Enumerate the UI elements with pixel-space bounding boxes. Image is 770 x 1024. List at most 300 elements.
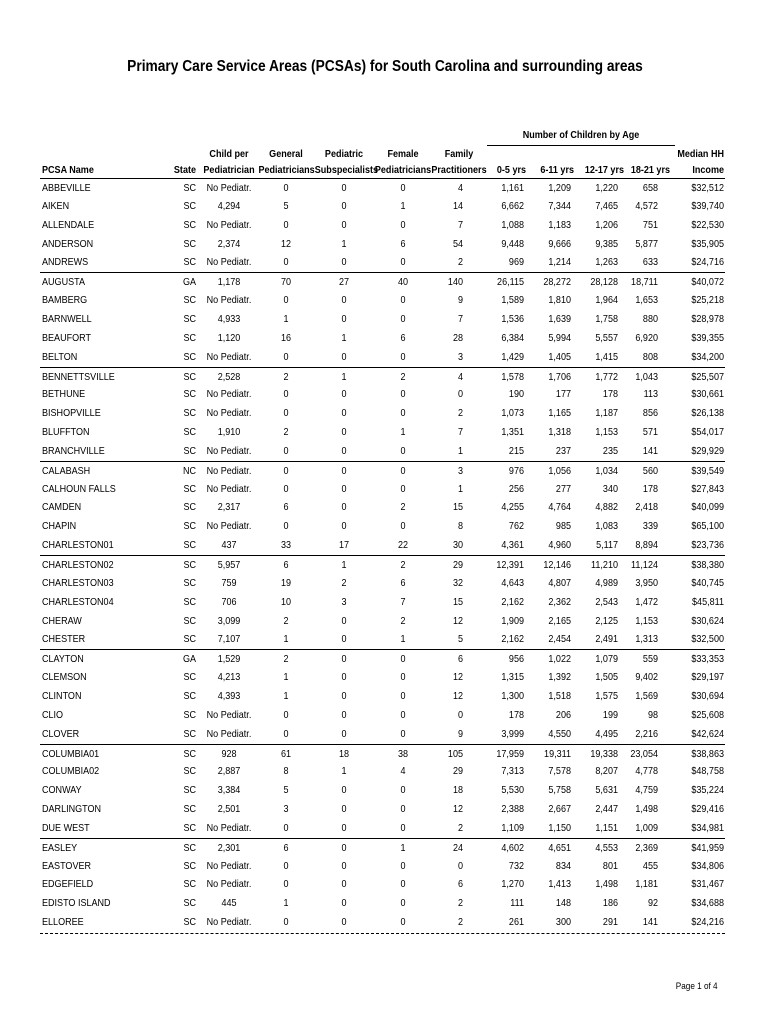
header-income-1: Median HH [677,148,724,160]
cell-general-pediatricians: 33 [280,539,292,552]
cell-median-income: $23,736 [691,539,724,552]
cell-pcsa-name: CHARLESTON01 [42,539,114,552]
cell-age-18-21: 113 [643,388,658,401]
cell-pcsa-name: AIKEN [42,199,70,212]
cell-state: SC [183,407,196,420]
cell-age-6-11: 2,667 [548,803,571,816]
cell-age-6-11: 1,639 [548,312,571,325]
cell-state: NC [182,464,196,477]
cell-family-practitioners: 1 [457,444,463,457]
cell-pediatric-subspecialists: 0 [341,841,347,854]
cell-age-0-5: 969 [508,256,524,269]
cell-age-6-11: 1,056 [548,464,571,477]
cell-age-0-5: 1,088 [501,218,524,231]
cell-age-0-5: 1,429 [501,350,524,363]
table-row [0,706,770,725]
cell-pediatric-subspecialists: 0 [341,444,347,457]
cell-age-18-21: 178 [642,482,658,495]
cell-pcsa-name: BLUFFTON [42,426,90,439]
cell-pcsa-name: CHARLESTON04 [42,595,114,608]
cell-child-per-pediatrician: 3,384 [217,784,241,797]
cell-age-18-21: 559 [642,653,658,666]
cell-female-pediatricians: 0 [400,312,406,325]
cell-age-18-21: 1,043 [635,370,658,383]
cell-pediatric-subspecialists: 0 [341,482,347,495]
cell-median-income: $22,530 [691,218,724,231]
cell-age-18-21: 5,877 [635,237,658,250]
cell-family-practitioners: 1 [457,482,463,495]
cell-age-12-17: 5,117 [596,539,618,552]
cell-general-pediatricians: 16 [280,331,292,344]
cell-median-income: $45,811 [692,595,724,608]
cell-age-6-11: 2,165 [548,614,571,627]
table-row [0,687,770,706]
cell-age-6-11: 277 [555,482,571,495]
cell-female-pediatricians: 0 [400,407,406,420]
cell-child-per-pediatrician: 4,933 [217,312,241,325]
cell-age-12-17: 1,263 [595,256,618,269]
cell-state: SC [183,897,196,910]
cell-female-pediatricians: 0 [400,708,406,721]
cell-general-pediatricians: 10 [280,595,292,608]
cell-family-practitioners: 7 [457,218,463,231]
cell-female-pediatricians: 7 [400,595,406,608]
cell-child-per-pediatrician: 928 [221,747,237,760]
cell-age-6-11: 1,405 [548,350,571,363]
cell-general-pediatricians: 0 [283,407,289,420]
cell-pediatric-subspecialists: 0 [341,803,347,816]
cell-age-0-5: 6,384 [501,331,524,344]
cell-child-per-pediatrician: 2,887 [217,765,241,778]
cell-family-practitioners: 29 [452,765,463,778]
cell-pcsa-name: CLEMSON [42,671,87,684]
table-row [0,574,770,593]
cell-family-practitioners: 3 [457,464,463,477]
cell-female-pediatricians: 0 [400,294,406,307]
cell-general-pediatricians: 0 [283,464,289,477]
cell-age-12-17: 1,498 [595,878,618,891]
cell-family-practitioners: 30 [452,539,463,552]
cell-age-0-5: 17,959 [496,747,524,760]
cell-pediatric-subspecialists: 0 [341,199,347,212]
table-row [0,329,770,348]
cell-state: SC [183,859,196,872]
cell-pediatric-subspecialists: 17 [338,539,350,552]
cell-pcsa-name: CHARLESTON02 [42,559,114,571]
cell-pediatric-subspecialists: 0 [341,653,347,666]
cell-general-pediatricians: 2 [283,370,289,383]
cell-median-income: $27,843 [691,482,724,495]
cell-state: SC [183,312,196,325]
cell-age-18-21: 1,498 [635,803,658,816]
cell-child-per-pediatrician: 4,294 [217,199,241,212]
cell-child-per-pediatrician: 437 [221,539,237,552]
cell-female-pediatricians: 6 [400,237,406,250]
cell-pediatric-subspecialists: 1 [341,765,347,778]
cell-age-12-17: 1,758 [595,312,618,325]
cell-general-pediatricians: 1 [283,897,289,910]
cell-state: SC [183,841,196,854]
cell-age-6-11: 1,413 [548,878,571,891]
header-family-2: Practitioners [431,164,487,176]
table-row [40,838,725,858]
cell-age-0-5: 1,909 [501,614,524,627]
table-row [0,630,770,649]
cell-female-pediatricians: 0 [400,444,406,457]
cell-state: SC [183,633,196,646]
cell-pediatric-subspecialists: 0 [341,256,347,269]
header-pcsa-name: PCSA Name [42,164,94,176]
cell-state: SC [183,331,196,344]
cell-age-18-21: 4,778 [635,765,658,778]
cell-pcsa-name: ANDREWS [42,256,89,269]
cell-female-pediatricians: 0 [400,727,406,740]
header-general-ped-2: Pediatricians [258,164,315,176]
cell-state: SC [183,256,196,269]
cell-age-0-5: 4,361 [501,539,524,552]
cell-age-0-5: 111 [510,897,524,910]
cell-state: SC [183,237,196,250]
cell-age-18-21: 571 [642,426,658,439]
cell-age-6-11: 1,518 [548,689,571,702]
cell-general-pediatricians: 0 [283,708,289,721]
cell-age-0-5: 6,662 [501,199,524,212]
age-group-rule [487,145,675,146]
cell-female-pediatricians: 0 [400,689,406,702]
cell-age-6-11: 12,146 [543,559,571,571]
header-ped-subspec-1: Pediatric [324,148,364,160]
cell-pcsa-name: ABBEVILLE [42,182,91,194]
cell-age-6-11: 985 [555,520,571,533]
cell-median-income: $26,138 [691,407,724,420]
cell-pcsa-name: CALABASH [42,464,91,477]
cell-child-per-pediatrician: 445 [221,897,237,910]
cell-family-practitioners: 12 [452,614,463,627]
cell-age-12-17: 9,385 [595,237,618,250]
table-row [0,875,770,894]
table-bottom-rule [40,933,725,934]
cell-pediatric-subspecialists: 0 [341,916,347,929]
cell-general-pediatricians: 6 [283,841,289,854]
cell-age-12-17: 1,505 [595,671,618,684]
cell-age-12-17: 2,491 [595,633,618,646]
cell-age-12-17: 1,415 [595,350,618,363]
cell-state: SC [183,199,196,212]
cell-age-18-21: 560 [642,464,658,477]
cell-family-practitioners: 12 [452,803,463,816]
cell-pcsa-name: BAMBERG [42,294,88,307]
table-row [40,178,725,198]
cell-family-practitioners: 2 [457,821,463,834]
cell-age-6-11: 2,454 [548,633,571,646]
age-group-header: Number of Children by Age [522,129,640,141]
cell-age-12-17: 1,153 [595,426,618,439]
table-row [40,461,725,481]
cell-child-per-pediatrician: No Pediatr. [206,878,252,891]
cell-state: SC [183,878,196,891]
cell-pediatric-subspecialists: 0 [341,388,347,401]
cell-female-pediatricians: 1 [400,841,406,854]
cell-state: SC [183,671,196,684]
cell-median-income: $29,416 [691,803,724,816]
cell-median-income: $29,197 [691,671,724,684]
cell-family-practitioners: 32 [452,576,463,589]
cell-pediatric-subspecialists: 0 [341,218,347,231]
cell-general-pediatricians: 2 [283,614,289,627]
cell-age-18-21: 808 [642,350,658,363]
cell-pediatric-subspecialists: 0 [341,633,347,646]
cell-state: SC [183,576,196,589]
cell-age-6-11: 5,994 [548,331,571,344]
cell-state: SC [183,520,196,533]
cell-state: SC [183,708,196,721]
cell-age-0-5: 190 [508,388,524,401]
cell-pediatric-subspecialists: 2 [341,576,347,589]
cell-age-6-11: 1,214 [548,256,571,269]
cell-family-practitioners: 2 [457,897,463,910]
cell-family-practitioners: 15 [452,501,463,514]
cell-family-practitioners: 28 [452,331,463,344]
cell-median-income: $25,608 [691,708,724,721]
cell-female-pediatricians: 0 [400,256,406,269]
cell-median-income: $30,661 [691,388,724,401]
cell-age-18-21: 1,153 [635,614,658,627]
cell-age-12-17: 4,553 [595,841,618,854]
cell-general-pediatricians: 5 [283,199,289,212]
cell-family-practitioners: 0 [457,388,463,401]
cell-pediatric-subspecialists: 0 [341,821,347,834]
cell-age-12-17: 199 [602,708,618,721]
cell-median-income: $34,688 [691,897,724,910]
cell-family-practitioners: 18 [452,784,463,797]
cell-child-per-pediatrician: 1,910 [217,426,241,439]
cell-family-practitioners: 4 [457,370,463,383]
cell-pediatric-subspecialists: 1 [341,331,347,344]
table-row [0,593,770,612]
cell-median-income: $35,905 [691,237,724,250]
table-row [0,442,770,461]
cell-state: SC [183,294,196,307]
cell-pcsa-name: CLINTON [42,689,82,702]
cell-age-0-5: 178 [508,708,524,721]
cell-state: SC [183,614,196,627]
cell-age-0-5: 5,530 [501,784,524,797]
cell-age-12-17: 1,151 [595,821,618,834]
cell-age-6-11: 177 [555,388,571,401]
cell-female-pediatricians: 0 [400,350,406,363]
cell-age-18-21: 856 [642,407,658,420]
cell-age-12-17: 1,220 [595,182,618,194]
cell-pcsa-name: CHARLESTON03 [42,576,114,589]
cell-pediatric-subspecialists: 0 [341,294,347,307]
cell-female-pediatricians: 0 [400,218,406,231]
table-row [0,819,770,838]
cell-family-practitioners: 6 [457,878,463,891]
cell-family-practitioners: 105 [447,747,463,760]
cell-age-12-17: 5,557 [595,331,618,344]
cell-state: SC [183,803,196,816]
cell-age-12-17: 8,207 [595,765,618,778]
header-age-18-21: 18-21 yrs [630,164,670,176]
cell-general-pediatricians: 0 [283,727,289,740]
cell-family-practitioners: 7 [457,426,463,439]
cell-age-0-5: 261 [508,916,524,929]
cell-child-per-pediatrician: No Pediatr. [206,727,252,740]
cell-general-pediatricians: 0 [283,388,289,401]
cell-age-6-11: 206 [555,708,571,721]
table-row [0,291,770,310]
cell-age-6-11: 7,344 [548,199,571,212]
table-row [0,725,770,744]
cell-female-pediatricians: 0 [400,821,406,834]
cell-family-practitioners: 9 [457,294,463,307]
cell-age-12-17: 235 [602,444,618,457]
cell-age-0-5: 1,589 [501,294,524,307]
cell-median-income: $39,549 [691,464,724,477]
cell-age-12-17: 1,079 [595,653,618,666]
cell-pcsa-name: CONWAY [42,784,82,797]
cell-age-0-5: 7,313 [501,765,524,778]
cell-age-18-21: 2,369 [635,841,658,854]
cell-female-pediatricians: 1 [400,426,406,439]
cell-age-6-11: 1,165 [548,407,571,420]
cell-family-practitioners: 4 [457,182,463,194]
cell-general-pediatricians: 2 [283,653,289,666]
table-row [40,649,725,669]
cell-family-practitioners: 2 [457,256,463,269]
cell-pcsa-name: BENNETTSVILLE [42,370,115,383]
cell-median-income: $39,740 [691,199,724,212]
cell-pediatric-subspecialists: 0 [341,784,347,797]
cell-state: SC [183,689,196,702]
cell-general-pediatricians: 0 [283,821,289,834]
cell-child-per-pediatrician: No Pediatr. [206,916,252,929]
cell-pediatric-subspecialists: 0 [341,671,347,684]
cell-age-6-11: 5,758 [548,784,571,797]
header-child-per-ped-2: Pediatrician [203,164,255,176]
cell-pcsa-name: BRANCHVILLE [42,444,105,457]
cell-family-practitioners: 2 [457,407,463,420]
cell-age-6-11: 4,550 [548,727,571,740]
cell-state: SC [183,559,196,571]
cell-age-12-17: 4,495 [595,727,618,740]
cell-pcsa-name: DARLINGTON [42,803,102,816]
cell-median-income: $28,978 [691,312,724,325]
cell-age-6-11: 1,209 [548,182,571,194]
cell-child-per-pediatrician: 7,107 [217,633,241,646]
cell-median-income: $39,355 [691,331,724,344]
cell-state: SC [183,426,196,439]
cell-family-practitioners: 140 [447,276,463,289]
cell-age-12-17: 1,034 [595,464,618,477]
cell-age-6-11: 148 [555,897,571,910]
cell-pediatric-subspecialists: 0 [341,407,347,420]
cell-state: SC [183,444,196,457]
table-row [0,857,770,876]
cell-family-practitioners: 3 [457,350,463,363]
cell-median-income: $34,806 [691,859,724,872]
cell-general-pediatricians: 6 [283,501,289,514]
cell-median-income: $33,353 [691,653,724,666]
cell-general-pediatricians: 19 [280,576,292,589]
cell-age-18-21: 1,181 [635,878,658,891]
cell-pcsa-name: CHESTER [42,633,86,646]
cell-pcsa-name: DUE WEST [42,821,90,834]
cell-pediatric-subspecialists: 0 [341,708,347,721]
cell-age-12-17: 186 [602,897,618,910]
cell-pediatric-subspecialists: 1 [341,370,347,383]
table-row [0,253,770,272]
cell-pcsa-name: CLIO [42,708,64,721]
header-ped-subspec-2: Subspecialists [314,164,378,176]
cell-age-18-21: 4,572 [635,199,658,212]
cell-age-0-5: 1,161 [501,182,524,194]
table-row [0,517,770,536]
cell-age-12-17: 1,083 [595,520,618,533]
cell-median-income: $40,072 [691,276,724,289]
cell-pcsa-name: BEAUFORT [42,331,92,344]
cell-family-practitioners: 2 [457,916,463,929]
cell-child-per-pediatrician: 3,099 [217,614,241,627]
cell-pcsa-name: COLUMBIA01 [42,747,100,760]
cell-pcsa-name: BETHUNE [42,388,86,401]
cell-family-practitioners: 0 [457,708,463,721]
cell-child-per-pediatrician: 706 [221,595,237,608]
cell-age-18-21: 23,054 [630,747,658,760]
cell-age-18-21: 2,418 [635,501,658,514]
cell-female-pediatricians: 6 [400,576,406,589]
cell-pediatric-subspecialists: 1 [341,237,347,250]
header-age-6-11: 6-11 yrs [540,164,574,176]
cell-pcsa-name: CAMDEN [42,501,82,514]
cell-age-12-17: 178 [602,388,618,401]
cell-age-12-17: 5,631 [595,784,618,797]
cell-child-per-pediatrician: No Pediatr. [206,520,252,533]
header-age-0-5: 0-5 yrs [496,164,526,176]
cell-age-18-21: 6,920 [635,331,658,344]
cell-pediatric-subspecialists: 0 [341,426,347,439]
cell-child-per-pediatrician: No Pediatr. [206,464,252,477]
cell-child-per-pediatrician: 759 [221,576,237,589]
table-row [0,762,770,781]
cell-child-per-pediatrician: 1,120 [217,331,241,344]
cell-age-0-5: 1,578 [501,370,524,383]
table-row [40,555,725,575]
cell-child-per-pediatrician: 2,317 [217,501,241,514]
cell-median-income: $48,758 [691,765,724,778]
cell-general-pediatricians: 0 [283,182,289,194]
cell-age-0-5: 3,999 [501,727,524,740]
cell-family-practitioners: 54 [452,237,463,250]
cell-general-pediatricians: 1 [283,633,289,646]
cell-state: SC [183,370,196,383]
cell-age-12-17: 19,338 [590,747,618,760]
cell-age-18-21: 1,653 [635,294,658,307]
cell-age-6-11: 1,810 [548,294,571,307]
cell-child-per-pediatrician: 4,393 [217,689,241,702]
cell-pcsa-name: BELTON [42,350,78,363]
cell-age-0-5: 12,391 [496,559,524,571]
cell-age-12-17: 2,447 [595,803,618,816]
cell-pcsa-name: COLUMBIA02 [42,765,100,778]
header-female-ped-1: Female [387,148,419,160]
cell-state: SC [183,388,196,401]
cell-pcsa-name: CLAYTON [42,653,84,666]
cell-age-6-11: 1,183 [548,218,571,231]
header-female-ped-2: Pediatricians [374,164,432,176]
cell-general-pediatricians: 0 [283,444,289,457]
cell-age-18-21: 141 [642,916,658,929]
